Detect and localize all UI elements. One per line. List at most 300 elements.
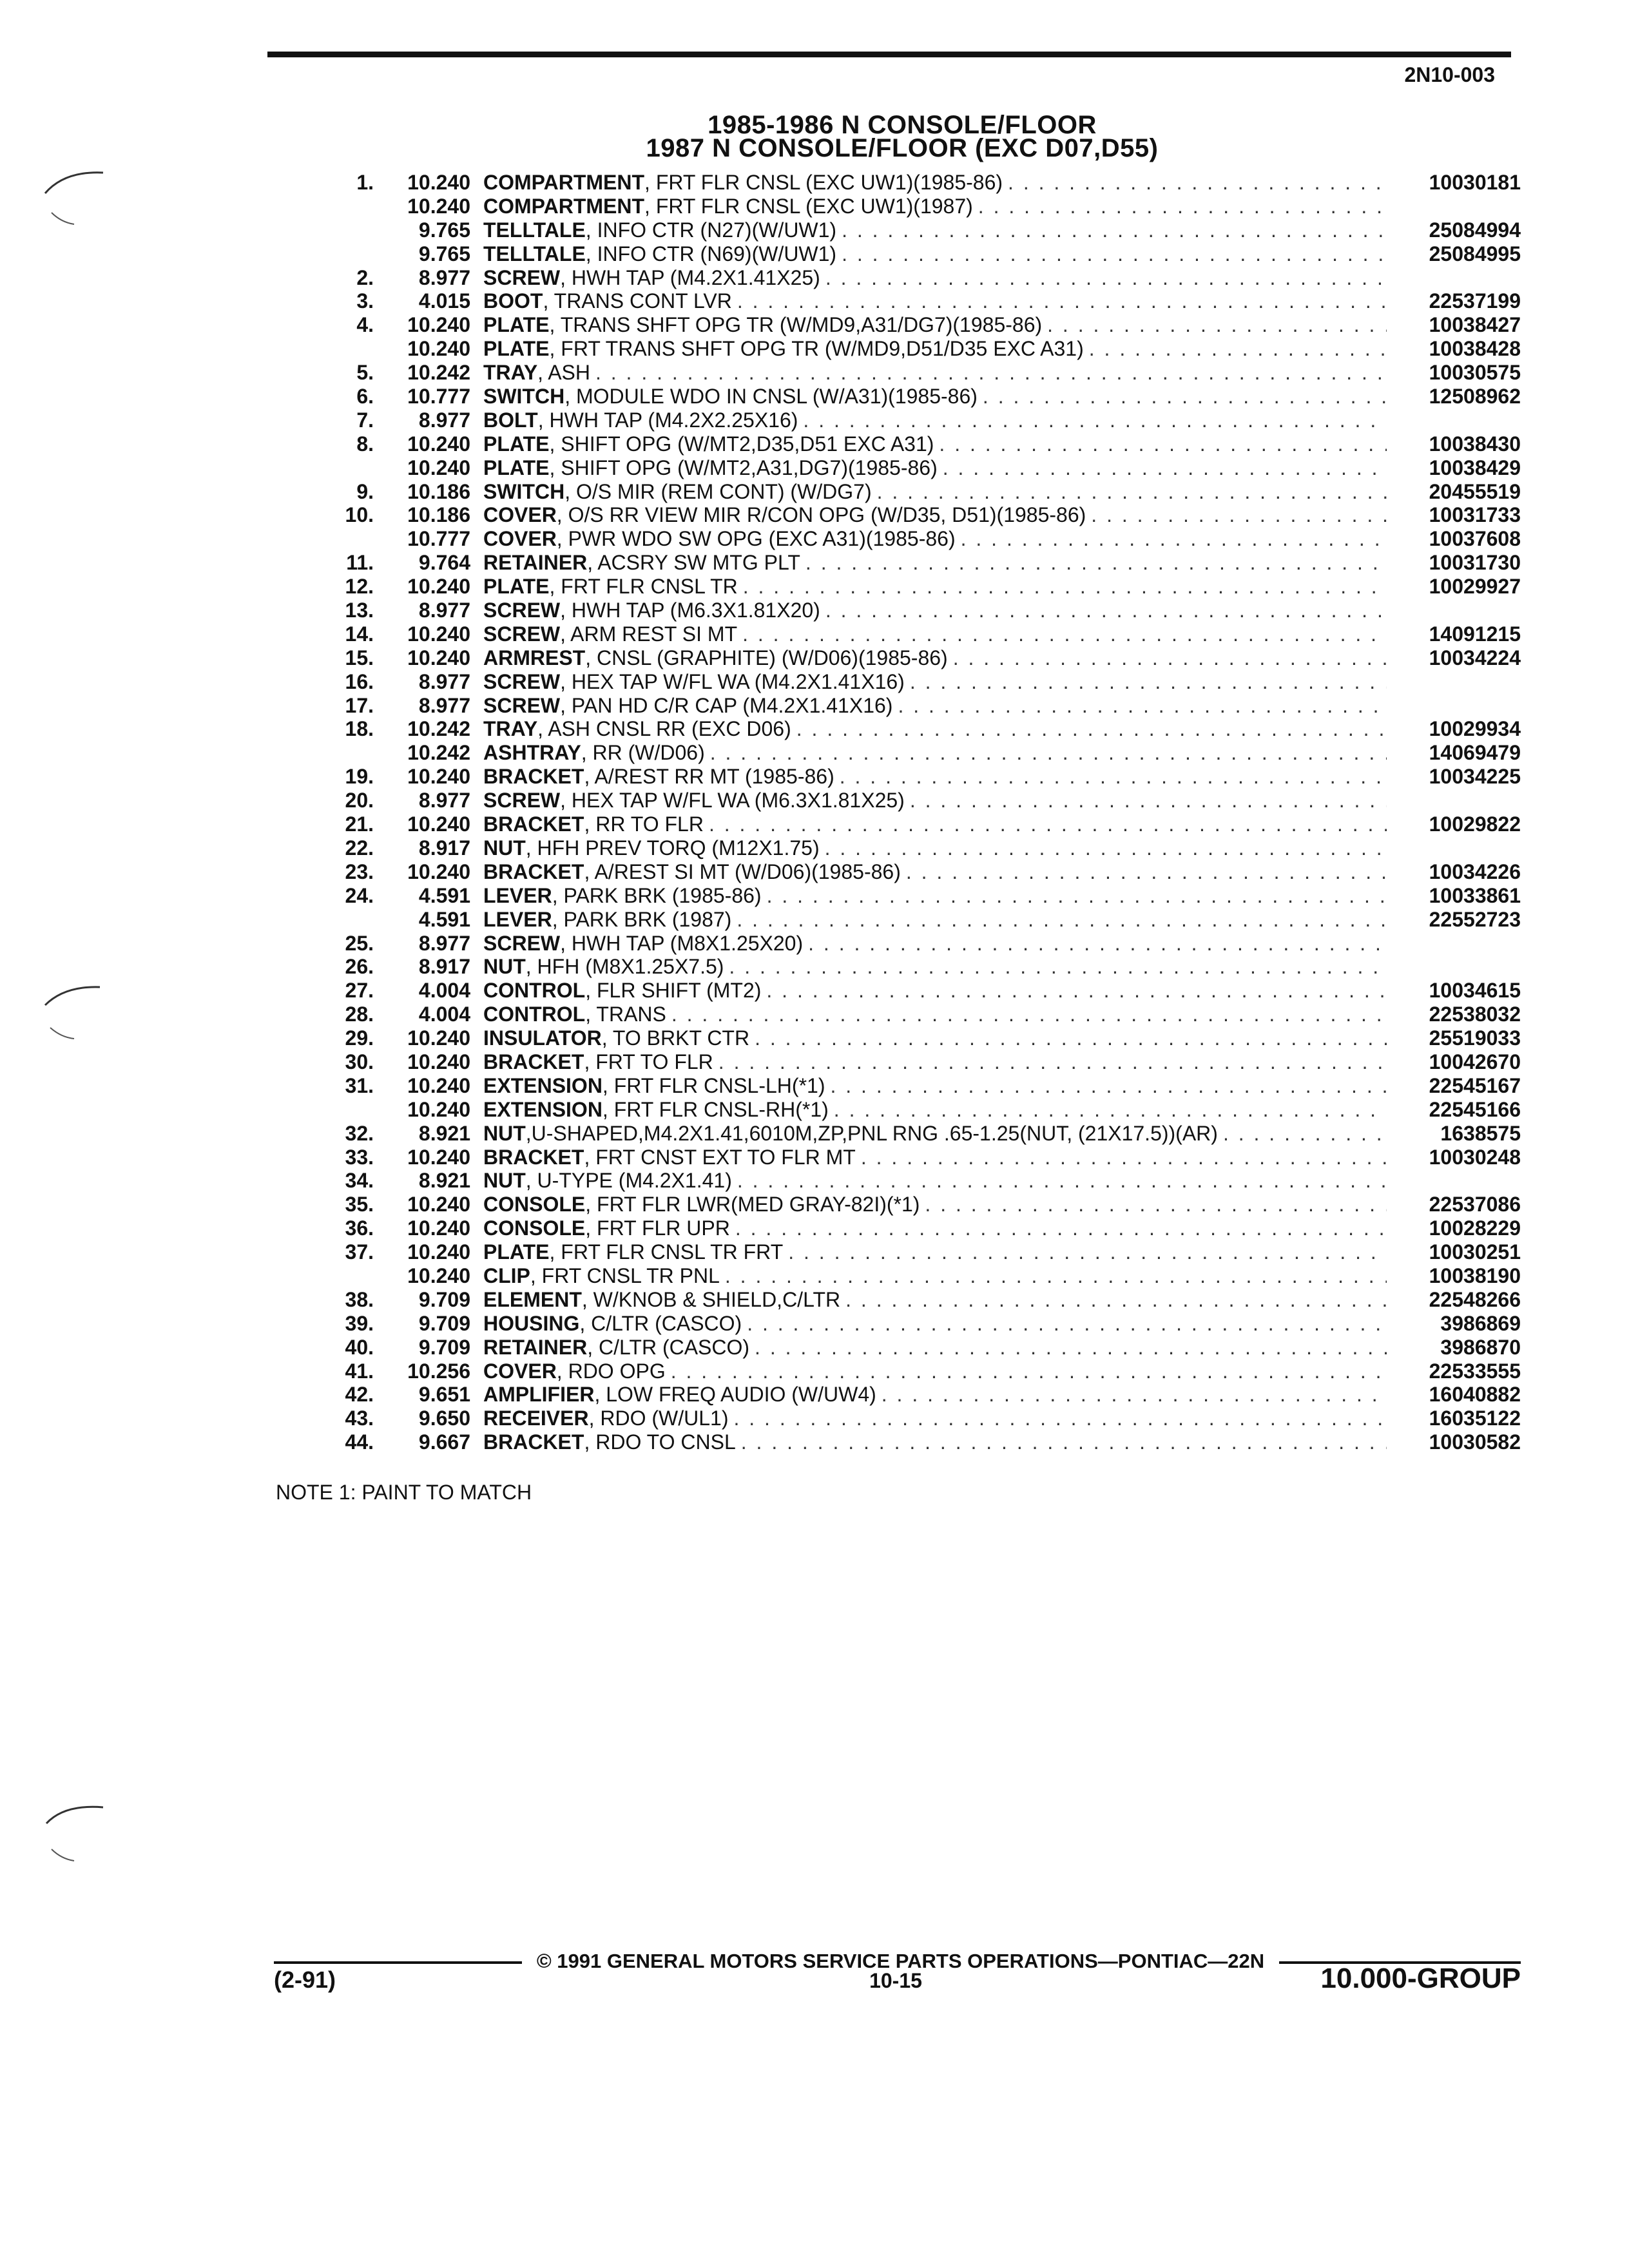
leader-dots bbox=[925, 1193, 1387, 1216]
part-description bbox=[470, 717, 1392, 741]
leader-dots bbox=[1047, 313, 1387, 337]
part-description bbox=[470, 1193, 1392, 1216]
item-number: 12. bbox=[345, 575, 374, 599]
group-number: 9.709 bbox=[418, 1287, 470, 1311]
group-number: 10.186 bbox=[407, 479, 470, 503]
part-row bbox=[309, 432, 1521, 456]
leader-dots bbox=[861, 1146, 1387, 1169]
group-number: 10.242 bbox=[407, 741, 470, 765]
leader-dots bbox=[906, 860, 1387, 884]
part-name: COMPARTMENT bbox=[483, 171, 645, 194]
part-name: COVER bbox=[483, 527, 557, 551]
part-row bbox=[309, 1074, 1521, 1098]
item-number: 19. bbox=[345, 765, 374, 789]
part-row bbox=[309, 289, 1521, 313]
footnote: NOTE 1: PAINT TO MATCH bbox=[276, 1481, 532, 1504]
item-number: 9. bbox=[356, 479, 374, 503]
group-number: 10.240 bbox=[407, 646, 470, 669]
part-number: 10034615 bbox=[1429, 979, 1521, 1003]
part-number: 22538032 bbox=[1429, 1003, 1521, 1026]
leader-dots bbox=[755, 1026, 1387, 1050]
part-row bbox=[309, 1312, 1521, 1336]
item-number: 24. bbox=[345, 883, 374, 907]
part-row bbox=[309, 1216, 1521, 1240]
part-detail: , MODULE WDO IN CNSL (W/A31)(1985-86) bbox=[564, 385, 978, 408]
part-number: 10031733 bbox=[1429, 503, 1521, 527]
item-number: 10. bbox=[345, 503, 374, 527]
part-row bbox=[309, 1003, 1521, 1026]
part-description bbox=[470, 1026, 1392, 1050]
group-number: 10.240 bbox=[407, 171, 470, 194]
part-name: PLATE bbox=[483, 456, 550, 479]
part-number: 10030181 bbox=[1429, 171, 1521, 194]
part-name: CLIP bbox=[483, 1264, 530, 1287]
leader-dots bbox=[830, 1074, 1387, 1098]
part-detail: , HWH TAP (M4.2X1.41X25) bbox=[560, 265, 820, 289]
group-number: 10.240 bbox=[407, 1050, 470, 1073]
item-number: 33. bbox=[345, 1145, 374, 1169]
margin-hole-marks bbox=[0, 0, 129, 2268]
group-number: 8.977 bbox=[418, 789, 470, 812]
leader-dots bbox=[709, 812, 1387, 836]
leader-dots bbox=[1008, 171, 1387, 195]
part-row bbox=[309, 171, 1521, 195]
part-number: 20455519 bbox=[1429, 479, 1521, 503]
part-description bbox=[470, 765, 1392, 789]
part-row bbox=[309, 789, 1521, 812]
part-name: PLATE bbox=[483, 1240, 550, 1264]
part-description bbox=[470, 1336, 1392, 1360]
part-name: SCREW bbox=[483, 265, 561, 289]
part-description bbox=[470, 289, 1392, 313]
part-description bbox=[470, 884, 1392, 908]
part-name: PLATE bbox=[483, 432, 550, 456]
part-row bbox=[309, 694, 1521, 718]
part-row bbox=[309, 812, 1521, 836]
part-detail: , FRT TRANS SHFT OPG TR (W/MD9,D51/D35 EXC A31) bbox=[549, 337, 1084, 361]
item-number: 25. bbox=[345, 931, 374, 955]
part-row bbox=[309, 195, 1521, 218]
parts-list bbox=[309, 171, 1521, 1454]
part-name: BRACKET bbox=[483, 1430, 584, 1454]
part-row bbox=[309, 741, 1521, 765]
part-row bbox=[309, 1407, 1521, 1430]
leader-dots bbox=[796, 717, 1387, 741]
part-name: ARMREST bbox=[483, 646, 586, 669]
leader-dots bbox=[671, 1360, 1387, 1383]
part-detail: , FRT FLR CNSL (EXC UW1)(1985-86) bbox=[644, 171, 1003, 194]
item-number: 40. bbox=[345, 1335, 374, 1359]
part-row bbox=[309, 1050, 1521, 1074]
item-number: 44. bbox=[345, 1430, 374, 1454]
part-row bbox=[309, 955, 1521, 979]
leader-dots bbox=[741, 1430, 1387, 1454]
part-description bbox=[470, 171, 1392, 195]
part-row bbox=[309, 361, 1521, 385]
part-row bbox=[309, 836, 1521, 860]
leader-dots bbox=[766, 979, 1387, 1003]
part-description bbox=[470, 979, 1392, 1003]
part-name: PLATE bbox=[483, 575, 550, 599]
part-description bbox=[470, 242, 1392, 266]
part-name: ASHTRAY bbox=[483, 741, 581, 765]
part-description bbox=[470, 908, 1392, 932]
group-number: 10.240 bbox=[407, 1073, 470, 1097]
part-name: SCREW bbox=[483, 622, 561, 646]
group-number: 9.651 bbox=[418, 1383, 470, 1407]
footer-page-number: 10-15 bbox=[869, 1969, 922, 1992]
part-description bbox=[470, 1074, 1392, 1098]
part-row bbox=[309, 575, 1521, 599]
part-name: BOOT bbox=[483, 289, 543, 313]
part-detail: , RDO OPG bbox=[556, 1359, 666, 1383]
part-row bbox=[309, 765, 1521, 789]
leader-dots bbox=[803, 408, 1387, 432]
leader-dots bbox=[755, 1336, 1387, 1360]
group-number: 10.777 bbox=[407, 527, 470, 551]
part-detail: , RDO TO CNSL bbox=[584, 1430, 736, 1454]
title-line-1: 1985-1986 N CONSOLE/FLOOR bbox=[708, 111, 1097, 139]
part-name: SCREW bbox=[483, 789, 561, 812]
group-number: 4.004 bbox=[418, 979, 470, 1003]
leader-dots bbox=[842, 218, 1387, 242]
part-name: EXTENSION bbox=[483, 1073, 602, 1097]
group-number: 4.591 bbox=[418, 883, 470, 907]
group-number: 4.591 bbox=[418, 907, 470, 931]
leader-dots bbox=[825, 599, 1387, 622]
part-detail: , SHIFT OPG (W/MT2,A31,DG7)(1985-86) bbox=[549, 456, 938, 479]
part-number: 10031730 bbox=[1429, 551, 1521, 575]
leader-dots bbox=[898, 694, 1387, 718]
part-description bbox=[470, 1407, 1392, 1430]
part-description bbox=[470, 694, 1392, 718]
part-number: 22533555 bbox=[1429, 1359, 1521, 1383]
part-name: EXTENSION bbox=[483, 1097, 602, 1121]
part-detail: , PARK BRK (1985-86) bbox=[552, 883, 762, 907]
item-number: 7. bbox=[356, 408, 374, 432]
part-row bbox=[309, 860, 1521, 884]
leader-dots bbox=[978, 195, 1387, 218]
part-detail: , TRANS bbox=[585, 1003, 666, 1026]
leader-dots bbox=[910, 789, 1387, 812]
part-row bbox=[309, 527, 1521, 551]
part-detail: , ASH CNSL RR (EXC D06) bbox=[537, 717, 791, 741]
leader-dots bbox=[788, 1240, 1387, 1264]
item-number: 27. bbox=[345, 979, 374, 1003]
part-name: HOUSING bbox=[483, 1311, 580, 1335]
part-detail: , CNSL (GRAPHITE) (W/D06)(1985-86) bbox=[585, 646, 948, 669]
part-row bbox=[309, 1288, 1521, 1312]
group-number: 8.921 bbox=[418, 1169, 470, 1193]
part-description bbox=[470, 860, 1392, 884]
group-number: 8.917 bbox=[418, 955, 470, 979]
part-number: 10038428 bbox=[1429, 337, 1521, 361]
group-number: 9.709 bbox=[418, 1335, 470, 1359]
group-number: 10.240 bbox=[407, 456, 470, 479]
part-row bbox=[309, 670, 1521, 694]
group-number: 8.977 bbox=[418, 669, 470, 693]
item-number: 6. bbox=[356, 385, 374, 408]
part-name: BRACKET bbox=[483, 765, 584, 789]
part-description bbox=[470, 361, 1392, 385]
part-detail: , FRT FLR CNSL TR bbox=[549, 575, 738, 599]
part-detail: , ARM REST SI MT bbox=[560, 622, 738, 646]
leader-dots bbox=[939, 432, 1387, 456]
part-detail: , FRT FLR CNSL-RH(*1) bbox=[602, 1097, 829, 1121]
part-row bbox=[309, 1169, 1521, 1193]
part-description bbox=[470, 1383, 1392, 1407]
part-description bbox=[470, 313, 1392, 337]
group-number: 8.921 bbox=[418, 1121, 470, 1145]
part-description bbox=[470, 432, 1392, 456]
part-number: 10030251 bbox=[1429, 1240, 1521, 1264]
part-number: 10037608 bbox=[1429, 527, 1521, 551]
group-number: 9.650 bbox=[418, 1407, 470, 1430]
part-name: TRAY bbox=[483, 361, 538, 385]
part-description bbox=[470, 266, 1392, 290]
part-number: 16040882 bbox=[1429, 1383, 1521, 1407]
leader-dots bbox=[961, 527, 1387, 551]
part-row bbox=[309, 1122, 1521, 1146]
item-number: 17. bbox=[345, 693, 374, 717]
part-detail: , HWH TAP (M6.3X1.81X20) bbox=[560, 599, 820, 622]
part-name: BRACKET bbox=[483, 1145, 584, 1169]
leader-dots bbox=[735, 1216, 1387, 1240]
leader-dots bbox=[1223, 1122, 1387, 1146]
part-description bbox=[470, 1098, 1392, 1122]
part-name: RECEIVER bbox=[483, 1407, 589, 1430]
part-row bbox=[309, 1264, 1521, 1288]
item-number: 37. bbox=[345, 1240, 374, 1264]
part-detail: , PARK BRK (1987) bbox=[552, 907, 732, 931]
item-number: 35. bbox=[345, 1193, 374, 1216]
item-number: 13. bbox=[345, 599, 374, 622]
group-number: 10.240 bbox=[407, 432, 470, 456]
group-number: 4.015 bbox=[418, 289, 470, 313]
part-row bbox=[309, 503, 1521, 527]
item-number: 2. bbox=[356, 265, 374, 289]
item-number: 5. bbox=[356, 361, 374, 385]
part-row bbox=[309, 717, 1521, 741]
leader-dots bbox=[1091, 503, 1387, 527]
item-number: 41. bbox=[345, 1359, 374, 1383]
part-description bbox=[470, 812, 1392, 836]
part-row bbox=[309, 385, 1521, 408]
part-description bbox=[470, 1288, 1392, 1312]
part-number: 10030248 bbox=[1429, 1145, 1521, 1169]
group-number: 10.240 bbox=[407, 812, 470, 836]
leader-dots bbox=[834, 1098, 1387, 1122]
part-name: PLATE bbox=[483, 337, 550, 361]
part-number: 10042670 bbox=[1429, 1050, 1521, 1073]
part-detail: , PAN HD C/R CAP (M4.2X1.41X16) bbox=[560, 693, 893, 717]
item-number: 11. bbox=[346, 551, 374, 575]
leader-dots bbox=[737, 908, 1387, 932]
part-name: RETAINER bbox=[483, 1335, 588, 1359]
leader-dots bbox=[737, 1169, 1387, 1193]
part-name: INSULATOR bbox=[483, 1026, 602, 1050]
part-number: 22548266 bbox=[1429, 1287, 1521, 1311]
part-row bbox=[309, 1360, 1521, 1383]
footer-rule-left bbox=[274, 1961, 522, 1964]
part-detail: , INFO CTR (N69)(W/UW1) bbox=[585, 242, 837, 265]
part-name: BRACKET bbox=[483, 812, 584, 836]
item-number: 1. bbox=[356, 171, 374, 194]
item-number: 22. bbox=[345, 836, 374, 860]
item-number: 28. bbox=[345, 1003, 374, 1026]
part-row bbox=[309, 551, 1521, 575]
leader-dots bbox=[877, 480, 1387, 504]
part-name: TELLTALE bbox=[483, 218, 586, 242]
part-number: 25084994 bbox=[1429, 218, 1521, 242]
group-number: 10.240 bbox=[407, 1026, 470, 1050]
part-name: TRAY bbox=[483, 717, 538, 741]
part-description bbox=[470, 551, 1392, 575]
part-number: 14091215 bbox=[1429, 622, 1521, 646]
part-row bbox=[309, 218, 1521, 242]
part-row bbox=[309, 337, 1521, 361]
group-number: 10.240 bbox=[407, 1097, 470, 1121]
leader-dots bbox=[737, 289, 1387, 313]
part-description bbox=[470, 527, 1392, 551]
part-number: 10038430 bbox=[1429, 432, 1521, 456]
part-detail: , RR TO FLR bbox=[584, 812, 704, 836]
title-line-2: 1987 N CONSOLE/FLOOR (EXC D07,D55) bbox=[646, 134, 1159, 162]
group-number: 8.977 bbox=[418, 265, 470, 289]
item-number: 21. bbox=[345, 812, 374, 836]
part-row bbox=[309, 1098, 1521, 1122]
part-row bbox=[309, 1430, 1521, 1454]
leader-dots bbox=[825, 266, 1387, 290]
group-number: 10.240 bbox=[407, 765, 470, 789]
part-description bbox=[470, 932, 1392, 956]
part-description bbox=[470, 480, 1392, 504]
part-detail: , TRANS SHFT OPG TR (W/MD9,A31/DG7)(1985-86) bbox=[549, 313, 1043, 337]
group-number: 10.240 bbox=[407, 1145, 470, 1169]
part-number: 10038427 bbox=[1429, 313, 1521, 337]
top-rule bbox=[267, 52, 1511, 57]
part-row bbox=[309, 1026, 1521, 1050]
group-number: 4.004 bbox=[418, 1003, 470, 1026]
part-number: 14069479 bbox=[1429, 741, 1521, 765]
part-description bbox=[470, 1264, 1392, 1288]
part-name: LEVER bbox=[483, 907, 552, 931]
item-number: 18. bbox=[345, 717, 374, 741]
footer-copyright: © 1991 GENERAL MOTORS SERVICE PARTS OPERATIONS—PONTIAC—22N bbox=[536, 1950, 1265, 1972]
part-name: BOLT bbox=[483, 408, 538, 432]
part-description bbox=[470, 1122, 1392, 1146]
part-description bbox=[470, 1146, 1392, 1169]
group-number: 9.765 bbox=[418, 218, 470, 242]
group-number: 10.777 bbox=[407, 385, 470, 408]
leader-dots bbox=[595, 361, 1387, 385]
part-name: PLATE bbox=[483, 313, 550, 337]
item-number: 14. bbox=[345, 622, 374, 646]
part-description bbox=[470, 670, 1392, 694]
item-number: 8. bbox=[356, 432, 374, 456]
part-name: TELLTALE bbox=[483, 242, 586, 265]
part-description bbox=[470, 1050, 1392, 1074]
group-number: 10.240 bbox=[407, 622, 470, 646]
part-detail: , HWH TAP (M4.2X2.25X16) bbox=[537, 408, 798, 432]
group-number: 10.186 bbox=[407, 503, 470, 527]
part-detail: , HFH (M8X1.25X7.5) bbox=[525, 955, 724, 979]
group-number: 9.764 bbox=[418, 551, 470, 575]
footer-revision: (2-91) bbox=[274, 1966, 336, 1993]
part-name: COMPARTMENT bbox=[483, 194, 645, 218]
part-number: 12508962 bbox=[1429, 385, 1521, 408]
part-description bbox=[470, 741, 1392, 765]
part-detail: , PWR WDO SW OPG (EXC A31)(1985-86) bbox=[556, 527, 956, 551]
part-name: COVER bbox=[483, 503, 557, 527]
part-description bbox=[470, 836, 1392, 860]
leader-dots bbox=[710, 741, 1387, 765]
part-row bbox=[309, 1383, 1521, 1407]
part-number: 10029927 bbox=[1429, 575, 1521, 599]
group-number: 10.240 bbox=[407, 860, 470, 883]
part-number: 10034225 bbox=[1429, 765, 1521, 789]
part-name: COVER bbox=[483, 1359, 557, 1383]
part-description bbox=[470, 599, 1392, 622]
part-number: 3986869 bbox=[1440, 1311, 1521, 1335]
leader-dots bbox=[953, 646, 1387, 670]
part-row bbox=[309, 456, 1521, 480]
leader-dots bbox=[943, 456, 1387, 480]
part-detail: , O/S RR VIEW MIR R/CON OPG (W/D35, D51)(1985-86) bbox=[556, 503, 1086, 527]
part-name: SCREW bbox=[483, 669, 561, 693]
part-description bbox=[470, 1360, 1392, 1383]
part-detail: , SHIFT OPG (W/MT2,D35,D51 EXC A31) bbox=[549, 432, 934, 456]
part-detail: , O/S MIR (REM CONT) (W/DG7) bbox=[564, 479, 872, 503]
part-name: NUT bbox=[483, 1169, 526, 1193]
part-number: 25084995 bbox=[1429, 242, 1521, 265]
part-name: SWITCH bbox=[483, 385, 565, 408]
part-name: SCREW bbox=[483, 693, 561, 717]
part-name: ELEMENT bbox=[483, 1287, 582, 1311]
part-number: 10029934 bbox=[1429, 717, 1521, 741]
part-detail: , FRT FLR CNSL (EXC UW1)(1987) bbox=[644, 194, 973, 218]
part-name: BRACKET bbox=[483, 860, 584, 883]
part-description bbox=[470, 575, 1392, 599]
group-number: 8.917 bbox=[418, 836, 470, 860]
group-number: 10.240 bbox=[407, 575, 470, 599]
part-detail: , U-TYPE (M4.2X1.41) bbox=[525, 1169, 732, 1193]
leader-dots bbox=[767, 884, 1387, 908]
part-description bbox=[470, 337, 1392, 361]
part-number: 3986870 bbox=[1440, 1335, 1521, 1359]
part-detail: , TO BRKT CTR bbox=[601, 1026, 750, 1050]
part-number: 22545166 bbox=[1429, 1097, 1521, 1121]
part-number: 10034224 bbox=[1429, 646, 1521, 669]
part-detail: , FRT FLR CNSL TR FRT bbox=[549, 1240, 784, 1264]
part-number: 16035122 bbox=[1429, 1407, 1521, 1430]
item-number: 4. bbox=[356, 313, 374, 337]
part-description bbox=[470, 218, 1392, 242]
part-detail: ,U-SHAPED,M4.2X1.41,6010M,ZP,PNL RNG .65-1.25(NUT, (21X17.5))(AR) bbox=[525, 1121, 1218, 1145]
group-number: 9.709 bbox=[418, 1311, 470, 1335]
part-number: 25519033 bbox=[1429, 1026, 1521, 1050]
item-number: 23. bbox=[345, 860, 374, 883]
part-row bbox=[309, 313, 1521, 337]
part-detail: , RR (W/D06) bbox=[581, 741, 705, 765]
group-number: 10.240 bbox=[407, 194, 470, 218]
part-detail: , ACSRY SW MTG PLT bbox=[587, 551, 800, 575]
part-row bbox=[309, 622, 1521, 646]
group-number: 10.256 bbox=[407, 1359, 470, 1383]
part-detail: , INFO CTR (N27)(W/UW1) bbox=[585, 218, 837, 242]
leader-dots bbox=[671, 1003, 1387, 1026]
part-number: 10034226 bbox=[1429, 860, 1521, 883]
